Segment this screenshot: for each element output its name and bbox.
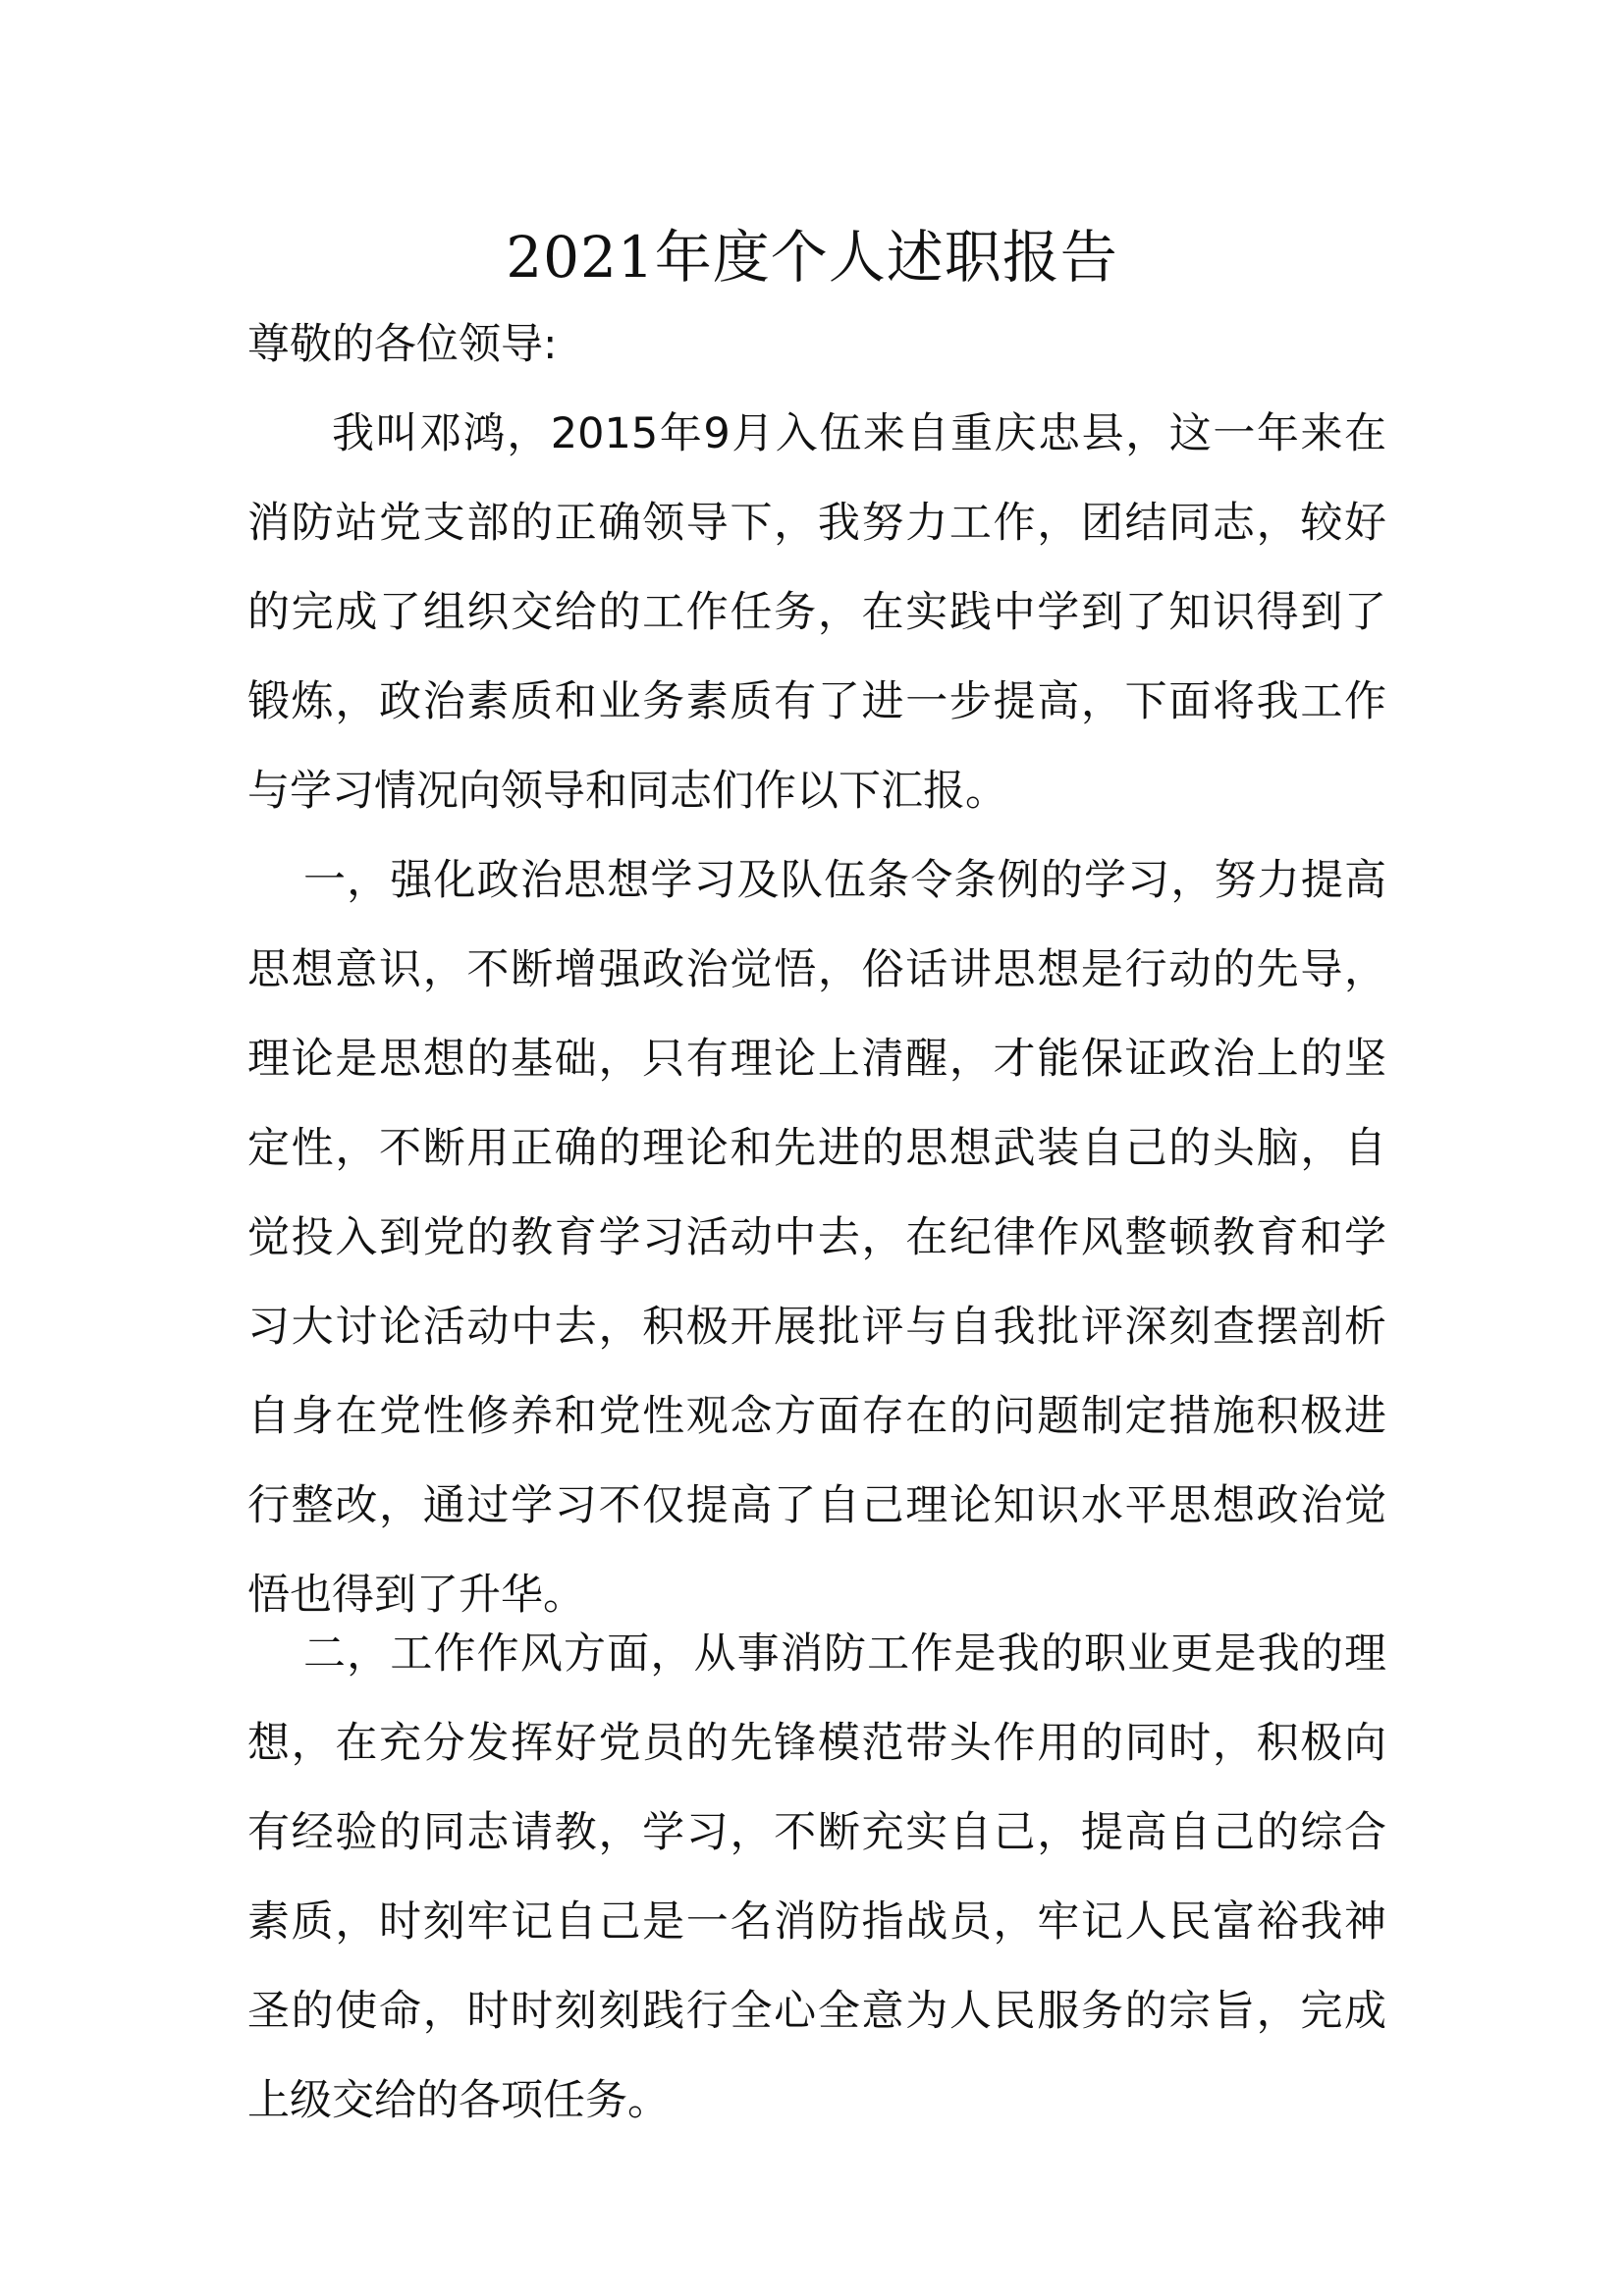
salutation: 尊敬的各位领导: xyxy=(247,320,558,369)
paragraph-section-two: 二，工作作风方面，从事消防工作是我的职业更是我的理想，在充分发挥好党员的先锋模范带头作用的同时，积极向有经验的同志请教，学习，不断充实自己，提高自己的综合素质，时刻牢记自己是一名消防指战员，牢记人民富裕我神圣的使命，时时刻刻践行全心全意为人民服务的宗旨，完成上级交给的各项任务。 xyxy=(247,1629,1386,2125)
document-title: 2021年度个人述职报告 xyxy=(506,224,1118,291)
paragraph-section-one: 一，强化政治思想学习及队伍条令条例的学习，努力提高思想意识，不断增强政治觉悟，俗话讲思想是行动的先导，理论是思想的基础，只有理论上清醒，才能保证政治上的坚定性，不断用正确的理论和先进的思想武装自己的头脑，自觉投入到党的教育学习活动中去，在纪律作风整顿教育和学习大讨论活动中去，积极开展批评与自我批评深刻查摆剖析自身在党性修养和党性观念方面存在的问题制定措施积极进行整改，通过学习不仅提高了自己理论知识水平思想政治觉悟也得到了升华。 xyxy=(247,856,1386,1620)
paragraph-intro: 我叫邓鸿，2015年9月入伍来自重庆忠县，这一年来在消防站党支部的正确领导下，我努力工作，团结同志，较好的完成了组织交给的工作任务，在实践中学到了知识得到了锻炼，政治素质和业务素质有了进一步提高，下面将我工作与学习情况向领导和同志们作以下汇报。 xyxy=(247,409,1386,816)
